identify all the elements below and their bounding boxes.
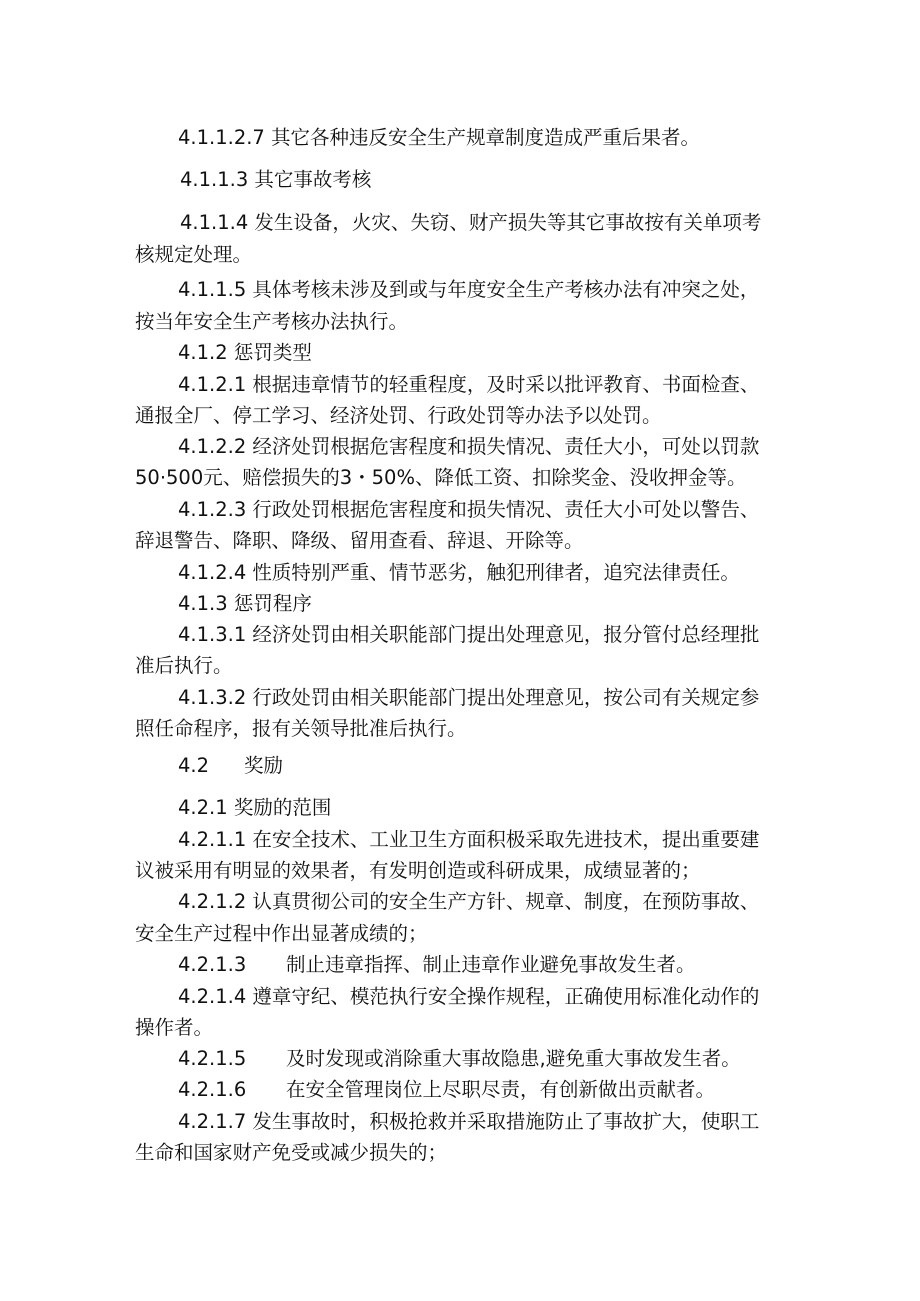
- clause-4-1-2-1-cont: 通报全厂、停工学习、经济处罚、行政处罚等办法予以处罚。: [135, 404, 662, 427]
- clause-4-2-1-1: 4.2.1.1 在安全技术、工业卫生方面积极采取先进技术，提出重要建: [178, 828, 760, 851]
- clause-4-1-1-4-cont: 核规定处理。: [135, 243, 253, 266]
- clause-4-1-2-1: 4.1.2.1 根据违章情节的轻重程度，及时采以批评教育、书面检查、: [178, 373, 760, 396]
- clause-4-2-1-5-text: 及时发现或消除重大事故隐患,避免重大事故发生者。: [286, 1047, 741, 1070]
- clause-4-2-1-6-text: 在安全管理岗位上尽职尽责，有创新做出贡献者。: [286, 1078, 716, 1101]
- clause-4-2-1-3-text: 制止违章指挥、制止违章作业避免事故发生者。: [286, 953, 696, 976]
- clause-4-2-1-7: 4.2.1.7 发生事故时，积极抢救并采取措施防止了事故扩大，使职工: [178, 1110, 760, 1133]
- clause-4-2-1-4: 4.2.1.4 遵章守纪、模范执行安全操作规程，正确使用标准化动作的: [178, 985, 760, 1008]
- clause-4-2-1-2-cont: 安全生产过程中作出显著成绩的；: [135, 922, 428, 945]
- clause-4-1-2-2: 4.1.2.2 经济处罚根据危害程度和损失情况、责任大小，可处以罚款: [178, 435, 760, 458]
- clause-4-1-3-1-cont: 准后执行。: [135, 654, 233, 677]
- clause-4-1-1-5-cont: 按当年安全生产考核办法执行。: [135, 310, 409, 333]
- clause-4-1-2-3: 4.1.2.3 行政处罚根据危害程度和损失情况、责任大小可处以警告、: [178, 498, 760, 521]
- clause-4-2-1-3-number: 4.2.1.3: [178, 953, 247, 976]
- clause-4-2-1-1-cont: 议被采用有明显的效果者，有发明创造或科研成果，成绩显著的；: [135, 859, 701, 882]
- clause-4-2-1-6-number: 4.2.1.6: [178, 1078, 247, 1101]
- clause-4-1-3-1: 4.1.3.1 经济处罚由相关职能部门提出处理意见，报分管付总经理批: [178, 623, 760, 646]
- section-4-2-1-heading: 4.2.1 奖励的范围: [178, 796, 332, 819]
- clause-4-1-1-5: 4.1.1.5 具体考核未涉及到或与年度安全生产考核办法有冲突之处，: [178, 278, 760, 301]
- clause-4-1-1-3: 4.1.1.3 其它事故考核: [180, 168, 372, 191]
- clause-4-1-2-3-cont: 辞退警告、降职、降级、留用查看、辞退、开除等。: [135, 529, 584, 552]
- clause-4-1-2-2-cont: 50·500元、赔偿损失的3・50%、降低工资、扣除奖金、没收押金等。: [135, 466, 747, 489]
- section-4-2-title: 奖励: [244, 754, 284, 777]
- section-4-1-2-heading: 4.1.2 惩罚类型: [178, 341, 312, 364]
- section-4-2-number: 4.2: [178, 754, 210, 777]
- section-4-1-3-heading: 4.1.3 惩罚程序: [178, 592, 312, 615]
- clause-4-2-1-4-cont: 操作者。: [135, 1016, 214, 1039]
- clause-4-1-3-2-cont: 照任命程序，报有关领导批准后执行。: [135, 717, 467, 740]
- clause-4-1-2-4: 4.1.2.4 性质特别严重、情节恶劣，触犯刑律者，追究法律责任。: [178, 561, 740, 584]
- clause-4-2-1-2: 4.2.1.2 认真贯彻公司的安全生产方针、规章、制度，在预防事故、: [178, 890, 760, 913]
- clause-4-2-1-5-number: 4.2.1.5: [178, 1047, 247, 1070]
- clause-4-1-1-4: 4.1.1.4 发生设备，火灾、失窃、财产损失等其它事故按有关单项考: [180, 211, 762, 234]
- clause-4-1-1-2-7: 4.1.1.2.7 其它各种违反安全生产规章制度造成严重后果者。: [178, 126, 701, 149]
- clause-4-1-3-2: 4.1.3.2 行政处罚由相关职能部门提出处理意见，按公司有关规定参: [178, 686, 760, 709]
- clause-4-2-1-7-cont: 生命和国家财产免受或减少损失的；: [135, 1141, 448, 1164]
